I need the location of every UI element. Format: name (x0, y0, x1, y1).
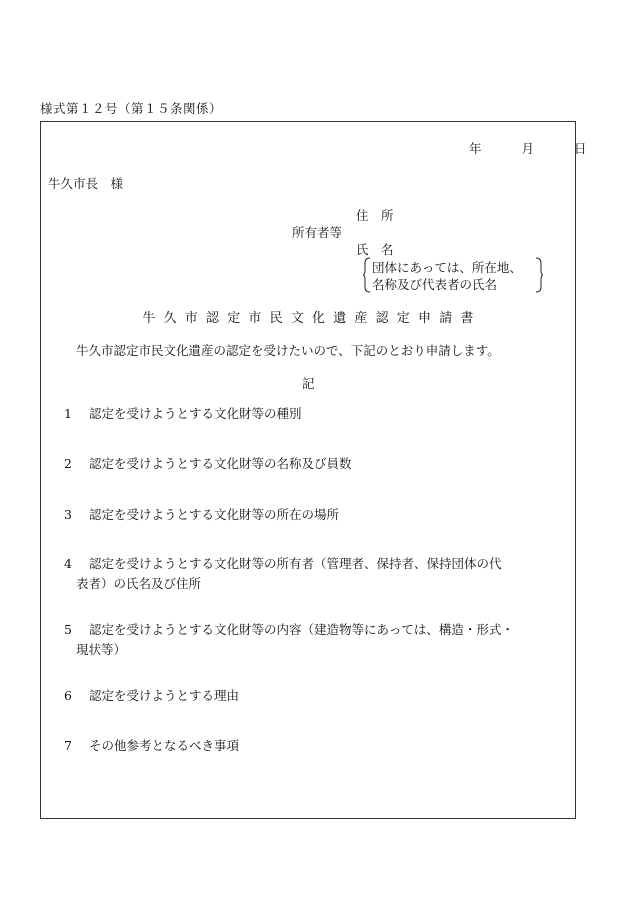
date-month-label: 月 (521, 141, 534, 156)
list-item: 2 認定を受けようとする文化財等の名称及び員数 (64, 456, 352, 471)
date-line (469, 139, 586, 157)
name-label: 氏 名 (356, 242, 394, 257)
group-note-line1: 団体にあっては、所在地、 (372, 260, 522, 275)
intro-text: 牛久市認定市民文化遺産の認定を受けたいので、下記のとおり申請します。 (76, 343, 500, 358)
list-item: 4 認定を受けようとする文化財等の所有者（管理者、保持者、保持団体の代 表者）の氏名及び住所 (64, 554, 572, 594)
document-title (0, 307, 630, 326)
list-item: 1 認定を受けようとする文化財等の種別 (64, 406, 302, 421)
owner-label: 所有者等 (292, 225, 343, 240)
date-year-label: 年 (469, 141, 482, 156)
group-note-bracket (363, 257, 543, 293)
list-item: 6 認定を受けようとする理由 (64, 688, 240, 703)
form-number-label: 様式第１２号（第１５条関係） (40, 101, 223, 116)
list-item: 7 その他参考となるべき事項 (64, 738, 240, 753)
date-day-label: 日 (573, 141, 587, 156)
addressee: 牛久市長 様 (48, 176, 124, 191)
list-item-continuation: 現状等） (76, 642, 127, 657)
address-label: 住 所 (356, 208, 394, 223)
document-title-text: 牛久市認定市民文化遺産認定申請書 (142, 311, 482, 326)
list-item: 3 認定を受けようとする文化財等の所在の場所 (64, 507, 340, 522)
list-item: 5 認定を受けようとする文化財等の内容（建造物等にあっては、構造・形式・ 現状等） (64, 620, 572, 660)
ki-heading: 記 (302, 376, 315, 391)
list-item-continuation: 表者）の氏名及び住所 (76, 576, 202, 591)
group-note-line2: 名称及び代表者の氏名 (372, 277, 498, 292)
